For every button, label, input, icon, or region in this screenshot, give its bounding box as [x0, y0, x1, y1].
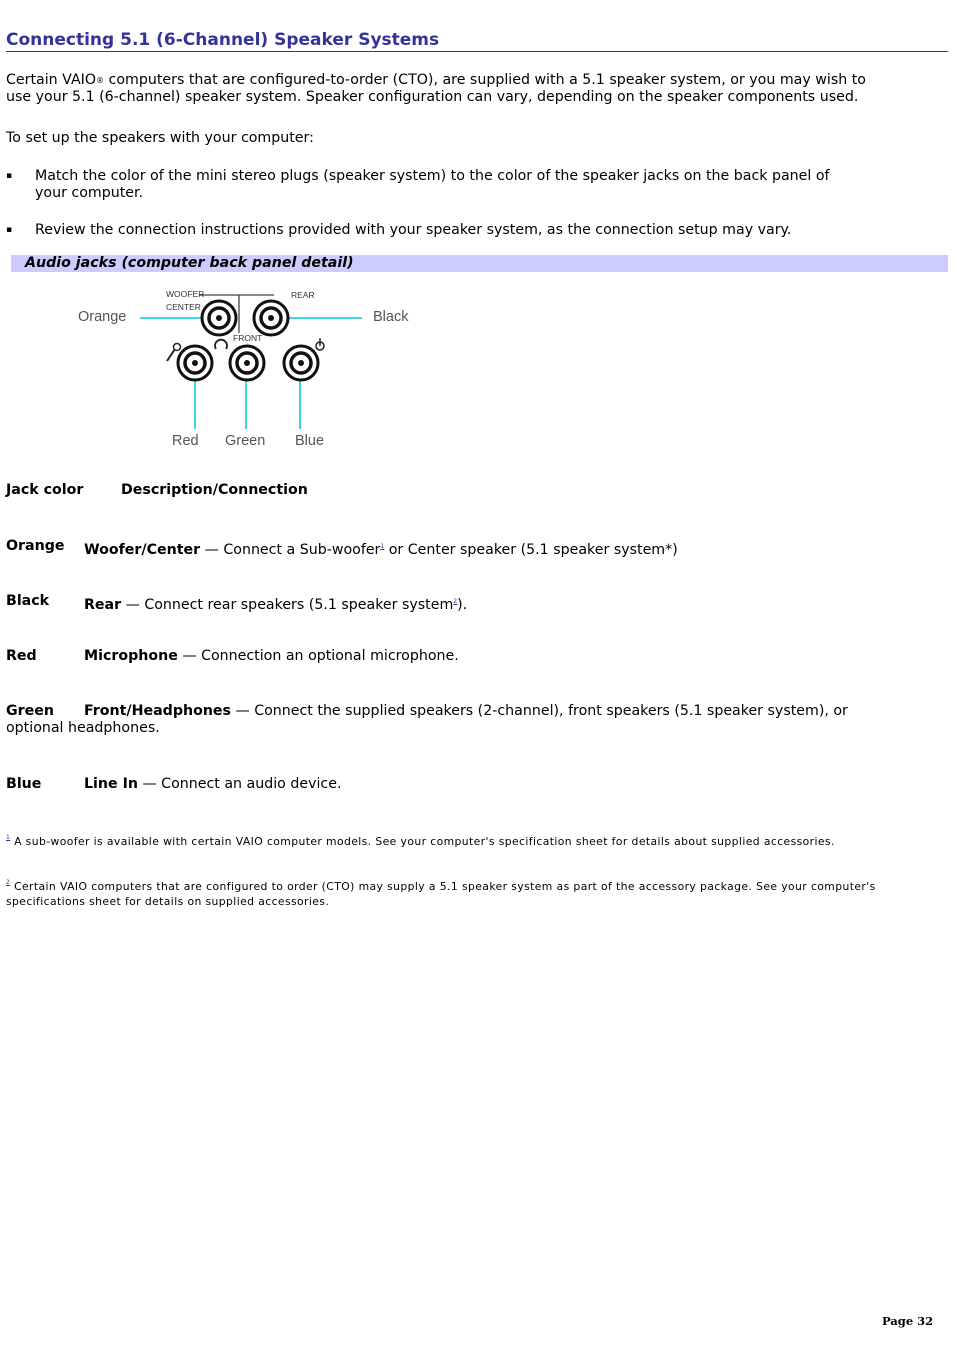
line-in-icon [316, 338, 324, 350]
table-header-jack-color: Jack color [6, 482, 84, 498]
bullet-item-2 [6, 222, 946, 242]
registered-mark: ® [96, 76, 105, 85]
bullet-text-2: Review the connection instructions provided with your speaker system, as the connection setup may vary. [35, 222, 792, 238]
figure-caption: Audio jacks (computer back panel detail) [25, 255, 354, 271]
description-cell: Rear — Connect rear speakers (5.1 speaker system$^2$). [84, 597, 468, 613]
table-row [6, 703, 948, 739]
label-blue: Blue [295, 433, 325, 449]
audio-jacks-diagram [66, 283, 426, 453]
label-red: Red [172, 433, 199, 449]
jack-color-cell: Black [6, 593, 50, 609]
label-front: FRONT [233, 333, 263, 343]
black-jack [254, 301, 288, 335]
description-cell-continued: optional headphones. [6, 720, 160, 736]
footnote-link-2[interactable]: 2 [453, 598, 458, 605]
footnote-1: $^1$ A sub-woofer is available with certain VAIO computer models. See your computer's specification sheet for details about supplied accessories. [6, 834, 835, 848]
figure-caption-bar [11, 255, 948, 272]
label-green: Green [225, 433, 266, 449]
table-header-description: Description/Connection [121, 482, 308, 498]
bullet-marker: ▪ [6, 225, 13, 235]
footnote-mark-1[interactable]: 1 [6, 834, 11, 841]
label-black: Black [373, 309, 409, 325]
intro-line-2: use your 5.1 (6-channel) speaker system. Speaker configuration can vary, depending on the speaker components used. [6, 89, 859, 105]
jack-color-cell: Green [6, 703, 54, 719]
description-cell: Line In — Connect an audio device. [84, 776, 342, 792]
description-cell: Microphone — Connection an optional microphone. [84, 648, 459, 664]
setup-lead: To set up the speakers with your computer: [6, 130, 314, 146]
label-center: CENTER [166, 302, 201, 312]
page-title: Connecting 5.1 (6-Channel) Speaker Systems [6, 30, 948, 52]
jack-color-cell: Orange [6, 538, 65, 554]
orange-jack [202, 301, 236, 335]
green-jack [230, 346, 264, 380]
page-number: Page 32 [882, 1314, 934, 1328]
description-cell: Front/Headphones — Connect the supplied speakers (2-channel), front speakers (5.1 speaker system), or [84, 703, 848, 719]
bullet-text-1: Match the color of the mini stereo plugs (speaker system) to the color of the speaker jacks on the back panel of your computer. [35, 168, 830, 201]
footnote-link-1[interactable]: 1 [380, 543, 385, 550]
jack-color-cell: Red [6, 648, 37, 664]
bullet-item-1 [6, 168, 946, 208]
bullet-marker: ▪ [6, 171, 13, 181]
footnote-mark-2[interactable]: 2 [6, 879, 11, 886]
footnote-2: $^2$ Certain VAIO computers that are configured to order (CTO) may supply a 5.1 speaker system as part of the accessory package. See your computer's specifications sheet for details on supplied accessories. [6, 879, 876, 908]
label-orange: Orange [78, 309, 127, 325]
blue-jack [284, 346, 318, 380]
description-cell: Woofer/Center — Connect a Sub-woofer$^1$ or Center speaker (5.1 speaker system*) [84, 542, 678, 558]
headphones-icon [215, 340, 227, 349]
intro-line-1: Certain VAIO® computers that are configured-to-order (CTO), are supplied with a 5.1 speaker system, or you may wish to [6, 72, 866, 88]
label-woofer: WOOFER [166, 289, 205, 299]
label-rear: REAR [291, 290, 315, 300]
red-jack [178, 346, 212, 380]
jack-color-cell: Blue [6, 776, 42, 792]
intro-paragraph [6, 72, 946, 106]
